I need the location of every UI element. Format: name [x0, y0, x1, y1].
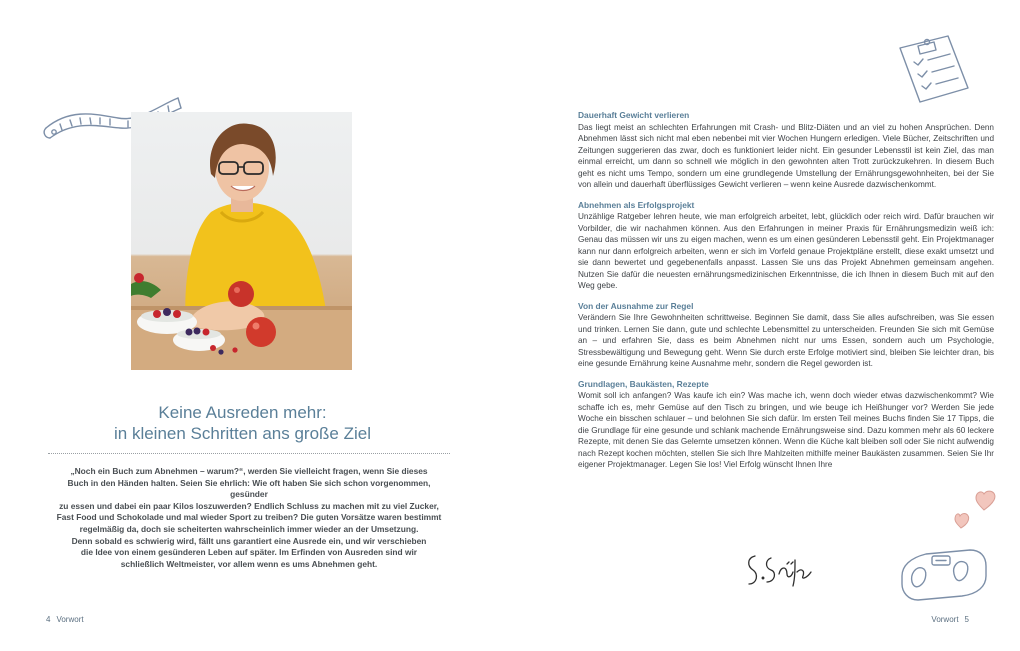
folio-label: Vorwort	[931, 615, 959, 624]
bathroom-scale-icon	[896, 546, 990, 604]
section-body: Verändern Sie Ihre Gewohnheiten schrittweise. Beginnen Sie damit, dass Sie alles aufschreiben, was Sie essen und trinken. Lernen Sie dann, gute und schlechte Lebensmittel zu unterscheiden. Freunden Sie sich mit Gemüse an – und erfahren Sie, dass es beim Abnehmen nicht nur ums Essen, sondern auch um Psychologie, Stressbewältigung und Bewegung geht. Wenn Sie durch erste Erfolge motiviert sind, bleiben Sie leichter dran, bis eine gesunde Ernährung keine Ausnahme mehr, sondern die Regel geworden ist.	[578, 313, 994, 368]
headline-line-2: in kleinen Schritten ans große Ziel	[113, 424, 372, 443]
section	[578, 110, 994, 191]
intro-text	[48, 466, 450, 570]
section-body: Unzählige Ratgeber lehren heute, wie man erfolgreich arbeitet, lebt, glücklich oder reich wird. Dafür brauchen wir Vorbilder, die wir nachahmen können. Aus den Erfahrungen in meiner Praxis für Ernährungsmedizin weiß ich: Genau das müssen wir uns zu eigen machen, wenn es um einen gesünderen Lebensstil geht. Ein Projektmanager kann nur dann erfolgreich arbeiten, wenn er sich im Vorfeld genaue Projektpläne erstellt, diese exakt umsetzt und sie dann bewertet und gegebenenfalls anpasst. Lassen Sie uns das Projekt Abnehmen gemeinsam angehen. Nutzen Sie dafür die neuesten ernährungsmedizinischen Erkenntnisse, die ich Ihnen in diesem Buch mit auf den Weg gebe.	[578, 212, 994, 290]
page-number: 5	[964, 615, 969, 624]
section	[578, 379, 994, 471]
folio-label: Vorwort	[56, 615, 84, 624]
right-page	[510, 0, 1020, 651]
folio-right	[931, 615, 975, 624]
section-title: Von der Ausnahme zur Regel	[578, 300, 694, 311]
intro-line: zu essen und dabei ein paar Kilos loszuwerden? Endlich Schluss zu machen mit zu viel Zucker,	[59, 500, 439, 511]
heart-icon	[950, 488, 1000, 532]
clipboard-icon	[890, 30, 980, 110]
intro-line: die Idee von einem gesünderen Leben auf später. Im Erfinden von Ausreden sind wir	[80, 547, 418, 558]
article	[578, 110, 994, 480]
headline	[60, 402, 425, 444]
dotted-divider	[48, 453, 450, 454]
intro-line: regelmäßig da, doch sie scheiterten wahrscheinlich immer wieder an der Umsetzung.	[79, 523, 419, 534]
section	[578, 200, 994, 292]
author-photo	[131, 112, 352, 370]
section-body: Womit soll ich anfangen? Was kaufe ich ein? Was mache ich, wenn doch wieder etwas dazwischenkommt? Wie schaffe ich es, mehr Gemüse auf den Tisch zu bringen, und wie beuge ich Heißhunger vor? Werden Sie jede Woche ein bisschen schlauer – und belohnen Sie sich dafür. Im ersten Teil meines Buchs finden Sie 17 Tipps, die die Grundlage für eine gesunde und schlank machende Ernährungsweise sind. Dazu kommen mehr als 60 leckere Rezepte, mit denen Sie das Gelernte umsetzen können. Wenn die Küche kalt bleiben soll oder Sie nicht aufwendig nach Rezept kochen möchten, stellen Sie sich Ihre Mahlzeiten mithilfe meiner Baukästen zusammen. Seien Sie Ihr eigener Projektmanager. Legen Sie los! Viel Erfolg wünscht Ihnen Ihre	[578, 391, 994, 469]
section	[578, 301, 994, 370]
section-title: Grundlagen, Baukästen, Rezepte	[578, 378, 709, 389]
signature	[743, 548, 815, 592]
page-number: 4	[46, 615, 51, 624]
section-body: Das liegt meist an schlechten Erfahrungen mit Crash- und Blitz-Diäten und an viel zu hohen Ansprüchen. Denn Abnehmen lässt sich nicht mal eben nebenbei mit vier Wochen Hungern erledigen. Viele Bücher, Zeitschriften und Zeitungen suggerieren das zwar, doch es funktioniert leider nicht. Ein gesunder Lebensstil ist kein Ziel, das man einmal erreicht, um dann so schnell wie möglich in den gewohnten alten Trott zurückzukehren. In diesem Buch geht es nicht ums Tempo, sondern um eine grundlegende Umstellung der Ernährungsgewohnheiten, bei der Sie von allein und dauerhaft überflüssiges Gewicht verlieren – wenn keine Ausrede dazwischenkommt.	[578, 122, 994, 189]
intro-line: „Noch ein Buch zum Abnehmen – warum?“, werden Sie vielleicht fragen, wenn Sie dieses	[70, 466, 428, 476]
section-title: Dauerhaft Gewicht verlieren	[578, 110, 690, 120]
section-title: Abnehmen als Erfolgsprojekt	[578, 199, 695, 210]
intro-line: Denn sobald es schwierig wird, fällt uns garantiert eine Ausrede ein, und wir verschieben	[71, 535, 427, 546]
intro-line: Fast Food und Schokolade und mal wieder Sport zu treiben? Die guten Vorsätze waren bestimmt	[56, 512, 442, 523]
intro-line: schließlich Weltmeister, vor allem wenn es ums Abnehmen geht.	[120, 558, 378, 569]
folio-left	[40, 615, 84, 624]
intro-line: Buch in den Händen halten. Seien Sie ehrlich: Wie oft haben Sie sich schon vorgenommen, gesünder	[67, 477, 431, 500]
headline-line-1: Keine Ausreden mehr:	[158, 403, 327, 422]
